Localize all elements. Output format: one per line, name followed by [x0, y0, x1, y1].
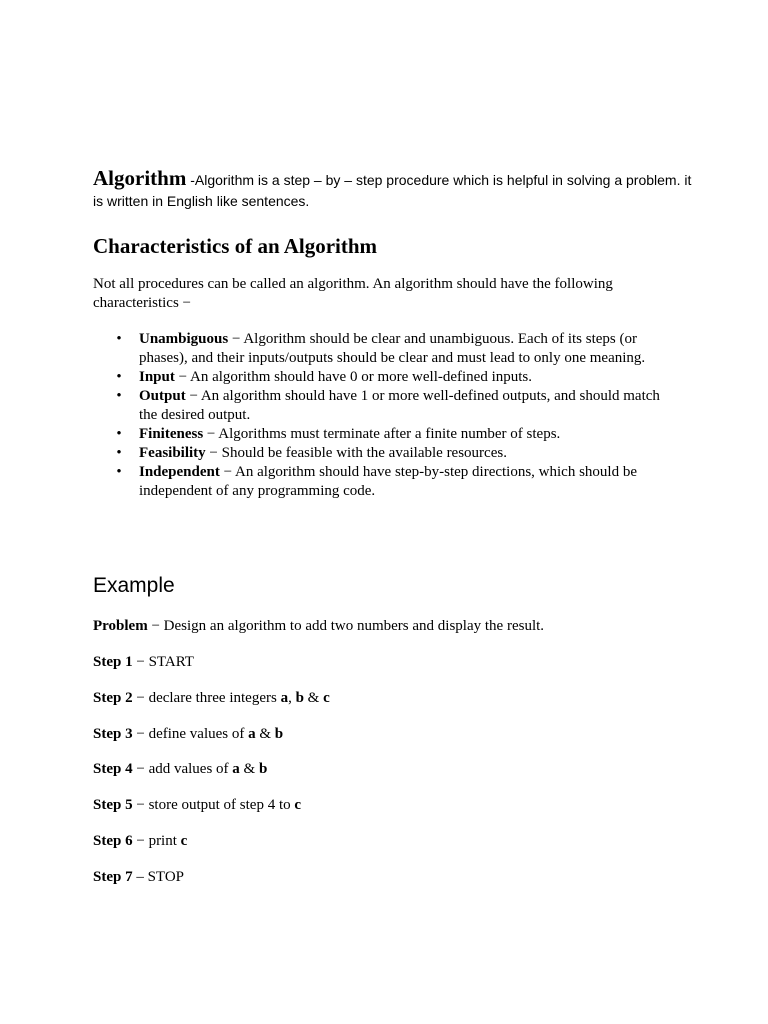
- definition-term: Algorithm: [93, 166, 187, 190]
- bullet-icon: •: [116, 426, 122, 442]
- step-separator: −: [132, 654, 149, 670]
- step-label: Step 1: [93, 654, 133, 670]
- list-item: [116, 463, 674, 501]
- step-text: &: [239, 761, 259, 777]
- step-line: [93, 832, 187, 851]
- item-text: − An algorithm should have step-by-step directions, which should be independent of any programming code.: [139, 464, 638, 499]
- bullet-icon: •: [116, 331, 122, 347]
- definition-text: -Algorithm is a step – by – step procedure which is helpful in solving a problem. it is written in English like sentences.: [93, 172, 692, 209]
- step-variable: c: [180, 833, 188, 849]
- step-text: START: [148, 654, 194, 670]
- item-text: − Algorithms must terminate after a finite number of steps.: [203, 426, 561, 442]
- list-item: [116, 330, 674, 368]
- characteristics-intro: Not all procedures can be called an algorithm. An algorithm should have the following characteristics −: [93, 276, 613, 311]
- step-text: &: [303, 690, 324, 706]
- step-variable: c: [294, 797, 302, 813]
- item-text: − Algorithm should be clear and unambiguous. Each of its steps (or phases), and their inputs/outputs should be clear and must lead to only one meaning.: [139, 331, 646, 366]
- bullet-icon: •: [116, 445, 122, 461]
- item-term: Feasibility: [139, 445, 206, 461]
- bullet-icon: •: [116, 464, 122, 480]
- item-text: − Should be feasible with the available resources.: [205, 445, 507, 461]
- step-separator: −: [132, 761, 149, 777]
- step-text: STOP: [147, 869, 185, 885]
- step-text: print: [148, 833, 181, 849]
- step-text: store output of step 4 to: [148, 797, 295, 813]
- step-text: ,: [288, 690, 296, 706]
- item-term: Output: [139, 388, 186, 404]
- bullet-icon: •: [116, 369, 122, 385]
- step-separator: −: [132, 690, 149, 706]
- problem-label: Problem: [93, 618, 148, 634]
- step-line: [93, 689, 330, 708]
- step-label: Step 6: [93, 833, 133, 849]
- list-item: [116, 425, 674, 444]
- step-label: Step 2: [93, 690, 133, 706]
- step-label: Step 4: [93, 761, 133, 777]
- list-item: [116, 368, 674, 387]
- step-variable: c: [323, 690, 330, 706]
- step-separator: −: [132, 833, 149, 849]
- item-text: − An algorithm should have 0 or more well-defined inputs.: [174, 369, 533, 385]
- item-term: Unambiguous: [139, 331, 229, 347]
- item-term: Input: [139, 369, 175, 385]
- characteristics-heading: Characteristics of an Algorithm: [93, 234, 378, 258]
- step-line: [93, 796, 301, 815]
- characteristics-list: [116, 330, 674, 501]
- problem-text: − Design an algorithm to add two numbers and display the result.: [147, 618, 545, 634]
- item-term: Finiteness: [139, 426, 204, 442]
- bullet-icon: •: [116, 388, 122, 404]
- step-line: [93, 760, 267, 779]
- step-label: Step 3: [93, 726, 133, 742]
- step-line: [93, 725, 283, 744]
- problem-statement: [93, 617, 544, 636]
- example-heading: Example: [93, 574, 175, 597]
- list-item: [116, 444, 674, 463]
- step-line: [93, 868, 184, 887]
- step-line: [93, 653, 194, 672]
- step-variable: a: [280, 690, 289, 706]
- item-term: Independent: [139, 464, 220, 480]
- algorithm-definition: [93, 168, 693, 212]
- item-text: − An algorithm should have 1 or more well-defined outputs, and should match the desired output.: [139, 388, 660, 423]
- step-separator: −: [132, 797, 149, 813]
- step-variable: b: [295, 690, 304, 706]
- step-separator: −: [132, 726, 149, 742]
- step-label: Step 5: [93, 797, 133, 813]
- step-variable: a: [248, 726, 256, 742]
- step-variable: b: [258, 761, 268, 777]
- list-item: [116, 387, 674, 425]
- step-variable: a: [232, 761, 240, 777]
- step-variable: b: [274, 726, 284, 742]
- step-label: Step 7: [93, 869, 133, 885]
- step-separator: –: [132, 869, 148, 885]
- step-text: define values of: [148, 726, 249, 742]
- step-text: &: [255, 726, 275, 742]
- step-text: declare three integers: [148, 690, 281, 706]
- step-text: add values of: [148, 761, 233, 777]
